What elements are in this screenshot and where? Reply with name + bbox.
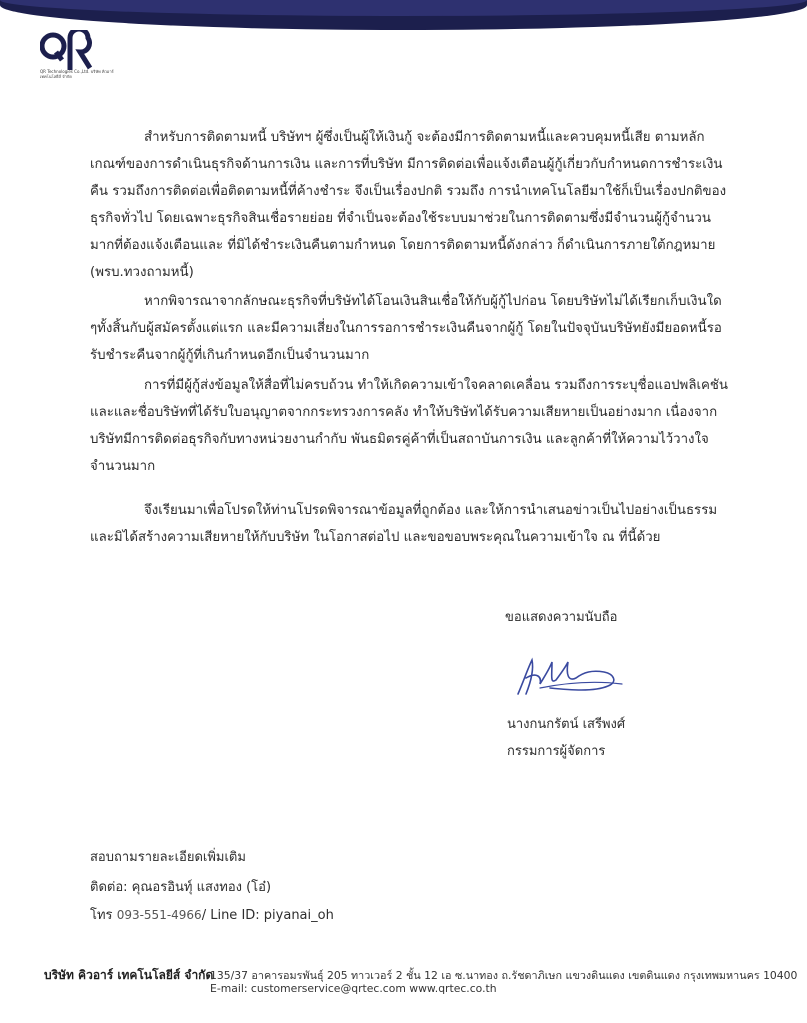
closing-salutation: ขอแสดงความนับถือ [505, 610, 618, 625]
footer-email-website: E-mail: customerservice@qrtec.com www.qrtec.co.th [210, 982, 497, 995]
logo-caption: QR Technologies Co.,Ltd. บริษัท คิวอาร์ เทคโนโลยีส์ จำกัด [40, 69, 114, 79]
phone-label: โทร [90, 908, 113, 923]
footer-address: 135/37 อาคารอมรพันธุ์ 205 ทาวเวอร์ 2 ชั้น 12 เอ ซ.นาทอง ถ.รัชดาภิเษก แขวงดินแดง เขตดินแดง กรุงเทพมหานคร 10400 [210, 969, 798, 982]
paragraph-3: การที่มีผู้กู้ส่งข้อมูลให้สื่อที่ไม่ครบถ้วน ทำให้เกิดความเข้าใจคลาดเคลื่อน รวมถึงการระบุชื่อแอปพลิเคชันและและชื่อบริษัทที่ได้รับใบอนุญาตจากกระทรวงการคลัง ทำให้บริษัทได้รับความเสียหายเป็นอย่างมาก เนื่องจากบริษัทมีการติดต่อธุรกิจกับทางหน่วยงานกำกับ พันธมิตรคู่ค้าที่เป็นสถาบันการเงิน และลูกค้าที่ให้ความไว้วางใจจำนวนมาก [90, 378, 729, 474]
qr-logo-icon [40, 30, 100, 74]
signer-name: นางกนกรัตน์ เสรีพงศ์ [507, 717, 626, 732]
signer-title: กรรมการผู้จัดการ [507, 744, 606, 759]
signature-image [510, 650, 630, 702]
phone-number: 093-551-4966 [116, 908, 202, 922]
paragraph-4: จึงเรียนมาเพื่อโปรดให้ท่านโปรดพิจารณาข้อมูลที่ถูกต้อง และให้การนำเสนอข่าวเป็นไปอย่างเป็นธรรม และมิได้สร้างความเสียหายให้กับบริษัท ในโอกาสต่อไป และขอขอบพระคุณในความเข้าใจ ณ ที่นี้ด้วย [90, 503, 718, 545]
paragraph-1: สำหรับการติดตามหนี้ บริษัทฯ ผู้ซึ่งเป็นผู้ให้เงินกู้ จะต้องมีการติดตามหนี้และควบคุมหนี้เสีย ตามหลักเกณฑ์ของการดำเนินธุรกิจด้านการเงิน และการที่บริษัท มีการติดต่อเพื่อแจ้งเตือนผู้กู้เกี่ยวกับกำหนดการชำระเงินคืน รวมถึงการติดต่อเพื่อติดตามหนี้ที่ค้างชำระ จึงเป็นเรื่องปกติ รวมถึง การนำเทคโนโลยีมาใช้ก็เป็นเรื่องปกติของธุรกิจทั่วไป โดยเฉพาะธุรกิจสินเชื่อรายย่อย ที่จำเป็นจะต้องใช้ระบบมาช่วยในการติดตามซึ่งมีจำนวนผู้กู้จำนวนมากที่ต้องแจ้งเตือนและ ที่มิได้ชำระเงินคืนตามกำหนด โดยการติดตามหนี้ดังกล่าว ก็ดำเนินการภายใต้กฎหมาย (พรบ.ทวงถามหนี้) [90, 130, 727, 280]
header-band [0, 0, 807, 30]
line-id: / Line ID: piyanai_oh [201, 908, 334, 923]
footer-company-name: บริษัท คิวอาร์ เทคโนโลยีส์ จำกัด [44, 968, 214, 982]
contact-phone-line [90, 904, 334, 925]
header-band-inner [0, 0, 807, 16]
contact-person: ติดต่อ: คุณอรอินทุ์ แสงทอง (โอ๋) [90, 880, 272, 895]
paragraph-2: หากพิจารณาจากลักษณะธุรกิจที่บริษัทได้โอนเงินสินเชื่อให้กับผู้กู้ไปก่อน โดยบริษัทไม่ได้เรียกเก็บเงินใด ๆทั้งสิ้นกับผู้สมัครตั้งแต่แรก และมีความเสี่ยงในการรอการชำระเงินคืนจากผู้กู้ โดยในปัจจุบันบริษัทยังมียอดหนี้รอรับชำระคืนจากผู้กู้ที่เกินกำหนดอีกเป็นจำนวนมาก [90, 294, 722, 363]
inquiry-text: สอบถามรายละเอียดเพิ่มเติม [90, 850, 246, 865]
